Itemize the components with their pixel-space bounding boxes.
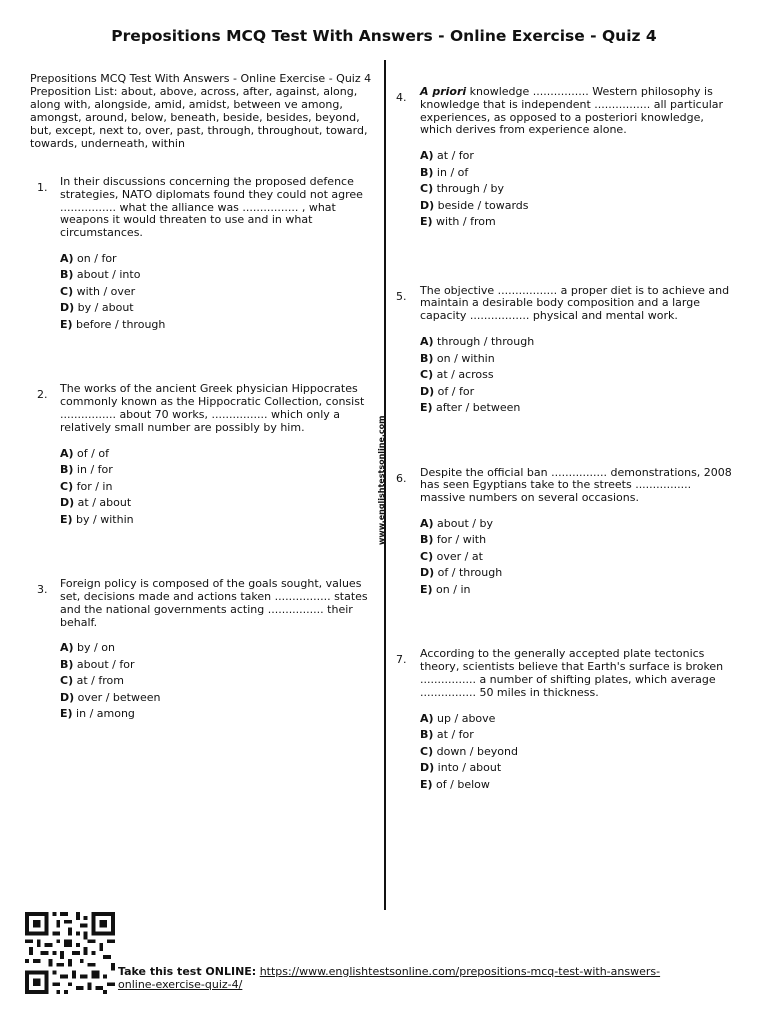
option-letter: C): [420, 744, 434, 758]
option-text: through / through: [437, 335, 535, 349]
option-b[interactable]: [60, 462, 376, 479]
question-stem: In their discussions concerning the proposed defence strategies, NATO diplomats found they could not agree ................ what the alliance was ................ , what weapons it would threaten to use and in what circumstances.: [60, 175, 363, 240]
question-number: 3.: [37, 583, 48, 597]
option-letter: E): [60, 707, 73, 721]
option-letter: B): [60, 268, 74, 282]
option-text: over / at: [436, 549, 483, 563]
option-letter: D): [60, 301, 75, 315]
option-a[interactable]: [420, 148, 738, 165]
option-letter: E): [420, 777, 433, 791]
option-text: with / from: [436, 215, 496, 229]
option-b[interactable]: [60, 267, 376, 284]
option-e[interactable]: [60, 706, 376, 723]
option-letter: D): [420, 761, 435, 775]
option-list: [60, 446, 376, 529]
option-text: of / of: [77, 446, 109, 460]
option-d[interactable]: [420, 565, 738, 582]
option-b[interactable]: [60, 657, 376, 674]
option-text: on / within: [436, 351, 495, 365]
question-4: [396, 86, 738, 231]
option-list: [420, 711, 738, 794]
question-stem-rest: knowledge ................ Western philosophy is knowledge that is independent ................ all particular experiences, as opposed to a posteriori knowledge, which derives from experience alone.: [420, 85, 724, 137]
option-letter: D): [420, 566, 435, 580]
option-letter: A): [420, 711, 434, 725]
qr-code-icon[interactable]: [24, 912, 116, 994]
option-letter: C): [60, 674, 74, 688]
question-stem: Foreign policy is composed of the goals sought, values set, decisions made and actions taken ................ states and the national governments acting ................ their behalf.: [60, 577, 368, 629]
option-text: on / for: [77, 251, 117, 265]
option-letter: A): [420, 516, 434, 530]
option-text: by / within: [76, 512, 134, 526]
option-letter: B): [60, 657, 74, 671]
option-b[interactable]: [420, 727, 738, 744]
option-letter: E): [60, 317, 73, 331]
option-e[interactable]: [420, 214, 738, 231]
question-stem: According to the generally accepted plate tectonics theory, scientists believe that Earth's surface is broken ................ a number of shifting plates, which average ................ 50 miles in thickness.: [420, 647, 724, 699]
option-text: in / for: [76, 463, 113, 477]
option-letter: E): [420, 582, 433, 596]
option-letter: C): [420, 368, 434, 382]
option-letter: B): [60, 463, 74, 477]
option-text: of / for: [437, 384, 475, 398]
question-7: [396, 648, 738, 793]
option-letter: D): [420, 198, 435, 212]
option-text: about / for: [76, 657, 135, 671]
question-number: 4.: [396, 91, 407, 104]
option-letter: C): [60, 479, 74, 493]
option-text: about / by: [437, 516, 493, 530]
page-title: Prepositions MCQ Test With Answers - Online Exercise - Quiz 4: [111, 27, 657, 45]
option-letter: D): [60, 496, 75, 510]
question-number: 5.: [396, 289, 407, 303]
option-text: after / between: [436, 401, 521, 415]
option-text: over / between: [77, 690, 161, 704]
option-text: in / among: [76, 707, 135, 721]
question-stem: Despite the official ban ................ demonstrations, 2008 has seen Egyptians take to the streets ................ massive numbers on several occasions.: [420, 465, 732, 505]
option-letter: A): [420, 149, 434, 163]
option-d[interactable]: [60, 495, 376, 512]
option-c[interactable]: [420, 367, 738, 384]
option-letter: B): [420, 351, 434, 365]
option-text: of / through: [437, 566, 503, 580]
option-list: [420, 516, 738, 599]
option-d[interactable]: [420, 760, 738, 777]
option-text: with / over: [76, 284, 136, 298]
option-text: at / for: [436, 728, 474, 742]
option-letter: E): [60, 512, 73, 526]
option-letter: E): [420, 215, 433, 229]
question-stem: The works of the ancient Greek physician Hippocrates commonly known as the Hippocratic Collection, consist ................ about 70 works, ................ which only a relatively small number are possibly by him.: [60, 382, 365, 434]
option-e[interactable]: [420, 777, 738, 794]
option-list: [420, 334, 738, 417]
option-text: through / by: [436, 182, 505, 196]
left-column: [30, 72, 376, 723]
option-b[interactable]: [420, 532, 738, 549]
footer-label: Take this test ONLINE:: [118, 965, 257, 978]
option-letter: A): [60, 251, 74, 265]
option-letter: B): [420, 533, 434, 547]
option-d[interactable]: [60, 300, 376, 317]
option-a[interactable]: [60, 251, 376, 268]
option-text: for / in: [76, 479, 113, 493]
option-e[interactable]: [420, 400, 738, 417]
option-e[interactable]: [420, 582, 738, 599]
side-watermark: [377, 415, 387, 675]
intro-text: Prepositions MCQ Test With Answers - Online Exercise - Quiz 4 Preposition List: about, above, across, after, against, along, along with, alongside, amid, amidst, between ve among, amongst, around, below, beneath, beside, besides, beyond, but, except, next to, over, past, through, throughout, toward, towards, underneath, within: [30, 72, 372, 150]
option-text: down / beyond: [436, 744, 518, 758]
option-letter: A): [420, 335, 434, 349]
option-b[interactable]: [420, 351, 738, 368]
option-a[interactable]: [60, 446, 376, 463]
option-text: about / into: [76, 268, 141, 282]
option-b[interactable]: [420, 165, 738, 182]
question-5: [396, 285, 738, 417]
option-a[interactable]: [420, 516, 738, 533]
option-text: in / of: [436, 165, 469, 179]
option-list: [60, 640, 376, 723]
option-c[interactable]: [420, 549, 738, 566]
right-column: [396, 86, 738, 793]
option-c[interactable]: [60, 284, 376, 301]
option-letter: C): [60, 284, 74, 298]
question-stem: The objective ................. a proper diet is to achieve and maintain a desirable body composition and a large capacity ................. physical and mental work.: [420, 283, 730, 323]
question-1: [30, 176, 376, 333]
option-list: [420, 148, 738, 231]
option-c[interactable]: [420, 744, 738, 761]
option-a[interactable]: [420, 334, 738, 351]
option-text: at / about: [77, 496, 132, 510]
question-number: 7.: [396, 653, 407, 667]
option-letter: B): [420, 728, 434, 742]
option-text: by / on: [77, 641, 115, 655]
option-text: into / about: [437, 761, 502, 775]
option-text: beside / towards: [437, 198, 529, 212]
option-letter: C): [420, 182, 434, 196]
option-d[interactable]: [60, 690, 376, 707]
option-c[interactable]: [420, 181, 738, 198]
option-d[interactable]: [420, 198, 738, 215]
option-text: for / with: [436, 533, 487, 547]
option-text: at / from: [76, 674, 124, 688]
option-c[interactable]: [60, 673, 376, 690]
option-text: at / for: [437, 149, 474, 163]
footer: [118, 965, 678, 991]
question-number: 6.: [396, 471, 407, 485]
question-2: [30, 383, 376, 528]
option-d[interactable]: [420, 384, 738, 401]
option-text: of / below: [436, 777, 490, 791]
question-stem: [420, 86, 738, 137]
question-stem-emphasis: A priori: [420, 85, 467, 98]
option-text: on / in: [436, 582, 471, 596]
option-letter: E): [420, 401, 433, 415]
side-watermark-text: www.englishtestsonline.com: [377, 415, 386, 545]
question-number: 2.: [37, 388, 48, 402]
option-c[interactable]: [60, 479, 376, 496]
option-letter: A): [60, 641, 74, 655]
option-list: [60, 251, 376, 334]
option-letter: D): [60, 690, 75, 704]
question-3: [30, 578, 376, 723]
option-letter: D): [420, 384, 435, 398]
option-text: at / across: [436, 368, 494, 382]
option-a[interactable]: [420, 711, 738, 728]
option-text: up / above: [437, 711, 496, 725]
option-e[interactable]: [60, 317, 376, 334]
question-number: 1.: [37, 181, 48, 194]
option-e[interactable]: [60, 512, 376, 529]
option-letter: B): [420, 165, 434, 179]
option-letter: C): [420, 549, 434, 563]
option-text: by / about: [77, 301, 134, 315]
footer-test-link[interactable]: https://www.englishtestsonline.com/prepositions-mcq-test-with-answers-online-exercise-quiz-4/: [118, 965, 661, 991]
option-text: before / through: [76, 317, 166, 331]
question-6: [396, 467, 738, 599]
option-letter: A): [60, 446, 74, 460]
option-a[interactable]: [60, 640, 376, 657]
